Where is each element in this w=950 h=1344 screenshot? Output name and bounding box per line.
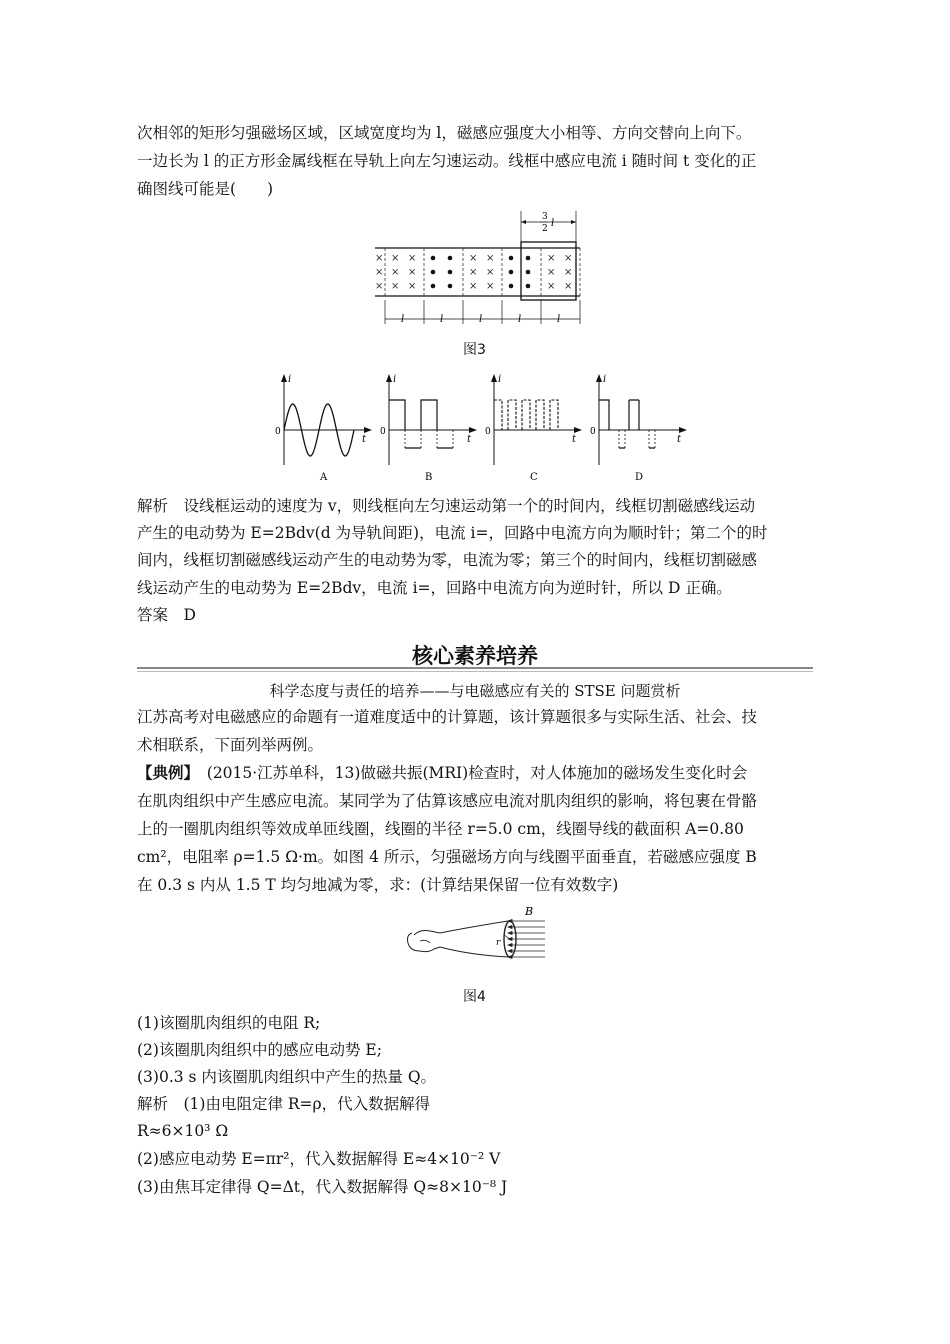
field-out-of-page-symbol — [509, 270, 514, 275]
graph-D — [590, 374, 687, 483]
answer-line: 答案 D — [137, 606, 196, 624]
figure4-arm-diagram — [400, 905, 550, 975]
axis-i-label: i — [288, 374, 292, 385]
example-tag: 【典例】 — [137, 763, 192, 782]
field-into-page-symbol: × — [375, 267, 384, 278]
intro-line-2: 术相联系，下面列举两例。 — [137, 736, 324, 754]
graph-label: C — [530, 472, 538, 483]
width-label-1: l — [401, 314, 405, 325]
problem-line-2: 一边长为 l 的正方形金属线框在导轨上向左匀速运动。线框中感应电流 i 随时间 t 变化的正 — [137, 152, 757, 170]
intro-line-1: 江苏高考对电磁感应的命题有一道难度适中的计算题，该计算题很多与实际生活、社会、技 — [137, 708, 758, 726]
solution2-line-1: 解析 (1)由电阻定律 R=ρ，代入数据解得 — [137, 1095, 431, 1113]
field-into-page-symbol: × — [408, 267, 417, 278]
axis-i-label: i — [498, 374, 502, 385]
field-out-of-page-symbol — [526, 256, 531, 261]
example-line-1 — [137, 763, 747, 783]
field-into-page-symbol: × — [391, 281, 400, 292]
axis-t-label: t — [677, 434, 682, 445]
problem-line-3: 确图线可能是( ) — [137, 180, 274, 198]
frame-label-var: l — [551, 218, 555, 229]
current-curve-dashes — [609, 430, 655, 448]
field-arrowhead — [508, 926, 512, 929]
field-into-page-symbol: × — [391, 253, 400, 264]
axis-t-label: t — [362, 434, 367, 445]
field-into-page-symbol: × — [469, 267, 478, 278]
question-3: (3)0.3 s 内该圈肌肉组织中产生的热量 Q。 — [137, 1068, 437, 1086]
field-out-of-page-symbol — [448, 256, 453, 261]
field-out-of-page-symbol — [431, 256, 436, 261]
field-out-of-page-symbol — [509, 256, 514, 261]
origin-label: 0 — [485, 427, 491, 437]
frame-label-den: 2 — [542, 224, 548, 234]
field-arrowhead — [508, 950, 512, 953]
width-label-4: l — [518, 314, 522, 325]
graph-label: B — [425, 472, 433, 483]
width-label-3: l — [479, 314, 483, 325]
section-rule — [137, 667, 813, 669]
field-into-page-symbol: × — [486, 253, 495, 264]
example-first-text: (2015·江苏单科，13)做磁共振(MRI)检查时，对人体施加的磁场发生变化时会 — [191, 764, 748, 782]
t-axis-arrow — [679, 427, 687, 433]
i-axis-arrow — [386, 374, 392, 382]
section-subtitle: 科学态度与责任的培养——与电磁感应有关的 STSE 问题赏析 — [269, 682, 681, 700]
field-into-page-symbol: × — [547, 267, 556, 278]
width-label-2: l — [440, 314, 444, 325]
graph-label: A — [320, 472, 328, 483]
current-curve — [494, 400, 558, 430]
current-curve — [389, 400, 453, 448]
graph-C — [485, 374, 582, 483]
axis-i-label: i — [603, 374, 607, 385]
t-axis-arrow — [364, 427, 372, 433]
field-arrowhead — [508, 932, 512, 935]
solution2-line-3: (2)感应电动势 E=πr²，代入数据解得 E≈4×10⁻² V — [137, 1150, 501, 1168]
solution1-line-1: 解析 设线框运动的速度为 v，则线框向左匀速运动第一个的时间内，线框切割磁感线运动 — [137, 497, 756, 515]
origin-label: 0 — [590, 427, 596, 437]
field-into-page-symbol: × — [486, 267, 495, 278]
field-into-page-symbol: × — [375, 281, 384, 292]
field-into-page-symbol: × — [375, 253, 384, 264]
axis-t-label: t — [467, 434, 472, 445]
field-into-page-symbol: × — [564, 281, 573, 292]
field-out-of-page-symbol — [431, 270, 436, 275]
i-axis-arrow — [281, 374, 287, 382]
figure4-caption: 图4 — [463, 989, 486, 1005]
field-arrowhead — [508, 944, 512, 947]
axis-i-label: i — [393, 374, 397, 385]
field-out-of-page-symbol — [526, 270, 531, 275]
current-curve — [599, 400, 655, 448]
problem-line-1: 次相邻的矩形匀强磁场区域，区域宽度均为 l，磁感应强度大小相等、方向交替向上向下。 — [137, 124, 752, 142]
axis-t-label: t — [572, 434, 577, 445]
example-line-2: 在肌肉组织中产生感应电流。某同学为了估算该感应电流对肌肉组织的影响，将包裹在骨骼 — [137, 792, 758, 810]
graph-label: D — [635, 472, 644, 483]
field-into-page-symbol: × — [469, 253, 478, 264]
example-line-4: cm²，电阻率 ρ=1.5 Ω·m。如图 4 所示，匀强磁场方向与线圈平面垂直，若磁感应强度 B — [137, 848, 757, 866]
solution1-line-3: 间内，线框切割磁感线运动产生的电动势为零，电流为零；第三个的时间内，线框切割磁感 — [137, 551, 758, 569]
field-into-page-symbol: × — [564, 253, 573, 264]
label-r: r — [496, 938, 501, 948]
solution1-line-2: 产生的电动势为 E=2Bdv(d 为导轨间距)，电流 i=，回路中电流方向为顺时针；第二个的时 — [137, 524, 768, 542]
field-into-page-symbol: × — [564, 267, 573, 278]
section-rule-thin — [137, 671, 813, 672]
frame-label-num: 3 — [542, 212, 548, 222]
i-axis-arrow — [596, 374, 602, 382]
field-into-page-symbol: × — [408, 253, 417, 264]
field-into-page-symbol: × — [408, 281, 417, 292]
origin-label: 0 — [380, 427, 386, 437]
field-out-of-page-symbol — [431, 284, 436, 289]
field-into-page-symbol: × — [469, 281, 478, 292]
field-out-of-page-symbol — [448, 270, 453, 275]
label-B: B — [525, 905, 534, 918]
question-2: (2)该圈肌肉组织中的感应电动势 E; — [137, 1041, 382, 1059]
field-into-page-symbol: × — [547, 281, 556, 292]
solution2-line-2: R≈6×10³ Ω — [137, 1122, 229, 1140]
section-title: 核心素养培养 — [412, 644, 538, 668]
field-into-page-symbol: × — [486, 281, 495, 292]
field-into-page-symbol: × — [391, 267, 400, 278]
graph-B — [380, 374, 477, 483]
field-into-page-symbol: × — [547, 253, 556, 264]
example-line-3: 上的一圈肌肉组织等效成单匝线圈，线圈的半径 r=5.0 cm，线圈导线的截面积 A=0.80 — [137, 820, 744, 838]
figure3-field-diagram — [360, 208, 600, 328]
solution1-line-4: 线运动产生的电动势为 E=2Bdv，电流 i=，回路中电流方向为逆时针，所以 D 正确。 — [137, 579, 732, 597]
width-label-5: l — [557, 314, 561, 325]
current-graphs — [270, 370, 690, 485]
solution2-line-4: (3)由焦耳定律得 Q=Δt，代入数据解得 Q≈8×10⁻⁸ J — [137, 1178, 508, 1196]
example-line-5: 在 0.3 s 内从 1.5 T 均匀地减为零，求：(计算结果保留一位有效数字) — [137, 876, 619, 894]
i-axis-arrow — [491, 374, 497, 382]
origin-label: 0 — [275, 427, 281, 437]
t-axis-arrow — [574, 427, 582, 433]
t-axis-arrow — [469, 427, 477, 433]
graph-A — [275, 374, 372, 483]
field-out-of-page-symbol — [448, 284, 453, 289]
question-1: (1)该圈肌肉组织的电阻 R; — [137, 1014, 321, 1032]
current-curve-dashes — [405, 430, 453, 448]
figure3-caption: 图3 — [463, 342, 486, 358]
field-out-of-page-symbol — [526, 284, 531, 289]
field-out-of-page-symbol — [509, 284, 514, 289]
